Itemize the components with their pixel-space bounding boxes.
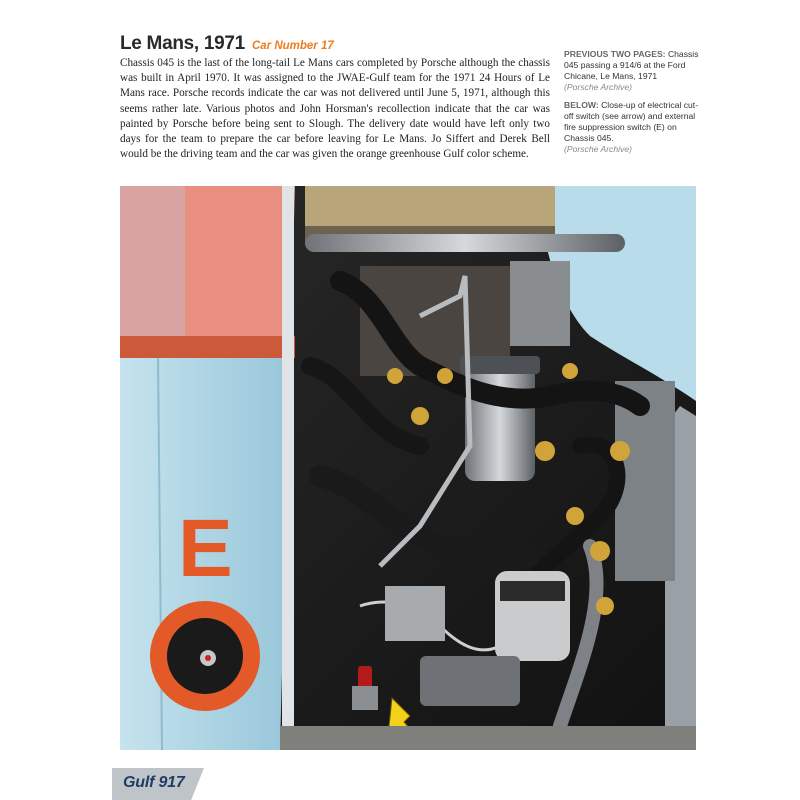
title-line [120, 34, 550, 53]
page-subtitle: Car Number 17 [251, 40, 334, 52]
filter-cap [460, 356, 540, 374]
article-body: Chassis 045 is the last of the long-tail Le Mans cars completed by Porsche although the chassis was built in April 1970. It was assigned to the JWAE-Gulf team for the 1971 24 Hours of Le Mans race. Porsche records indicate the car was not delivered until June 5, 1971, although this seems rather late. Various photos and John Horsman's recollection indicate that the car was painted by Porsche before being sent to Slough. The delivery date would have left only two days for the team to prepare the car before leaving for Le Mans. Jo Siffert and Derek Bell would be the driving team and the car was given the orange greenhouse Gulf color scheme. [120, 57, 550, 161]
orange-panel-top [185, 186, 292, 356]
caption-credit: (Porsche Archive) [564, 144, 632, 154]
fitting [596, 597, 614, 615]
caption-credit: (Porsche Archive) [564, 82, 632, 92]
caption-text: Chassis 045 passing a 914/6 at the Ford Chicane, Le Mans, 1971 [564, 49, 699, 81]
floor-plate [280, 726, 696, 750]
cross-tube [305, 234, 625, 252]
cutoff-switch-base [352, 686, 378, 710]
fitting [610, 441, 630, 461]
fitting [535, 441, 555, 461]
rear-cross-panel [305, 186, 555, 231]
caption-below [564, 100, 704, 155]
captions-column [564, 49, 704, 162]
fitting [387, 368, 403, 384]
caption-heading: PREVIOUS TWO PAGES: [564, 49, 666, 59]
fitting [566, 507, 584, 525]
fuel-pump-band [500, 581, 565, 601]
book-title-footer: Gulf 917 [123, 774, 185, 791]
engine-bay-illustration [120, 186, 696, 750]
engine-bay-photo [120, 186, 696, 750]
caption-previous-pages [564, 49, 704, 93]
article-header [120, 34, 550, 162]
panel-edge [282, 186, 294, 750]
panel-letter-e: E [178, 503, 233, 594]
fitting [437, 368, 453, 384]
fitting [411, 407, 429, 425]
caption-text: Close-up of electrical cut-off switch (see arrow) and external fire suppression switch (E) on Chassis 045. [564, 100, 699, 143]
fitting [562, 363, 578, 379]
switch-knob-tip [205, 655, 211, 661]
page-title: Le Mans, 1971 [120, 33, 245, 54]
mount-plate [385, 586, 445, 641]
fitting [590, 541, 610, 561]
distributor-housing [510, 261, 570, 346]
pump-base [420, 656, 520, 706]
bodywork-seam [120, 336, 295, 358]
fuel-filter-canister [465, 361, 535, 481]
caption-heading: BELOW: [564, 100, 599, 110]
